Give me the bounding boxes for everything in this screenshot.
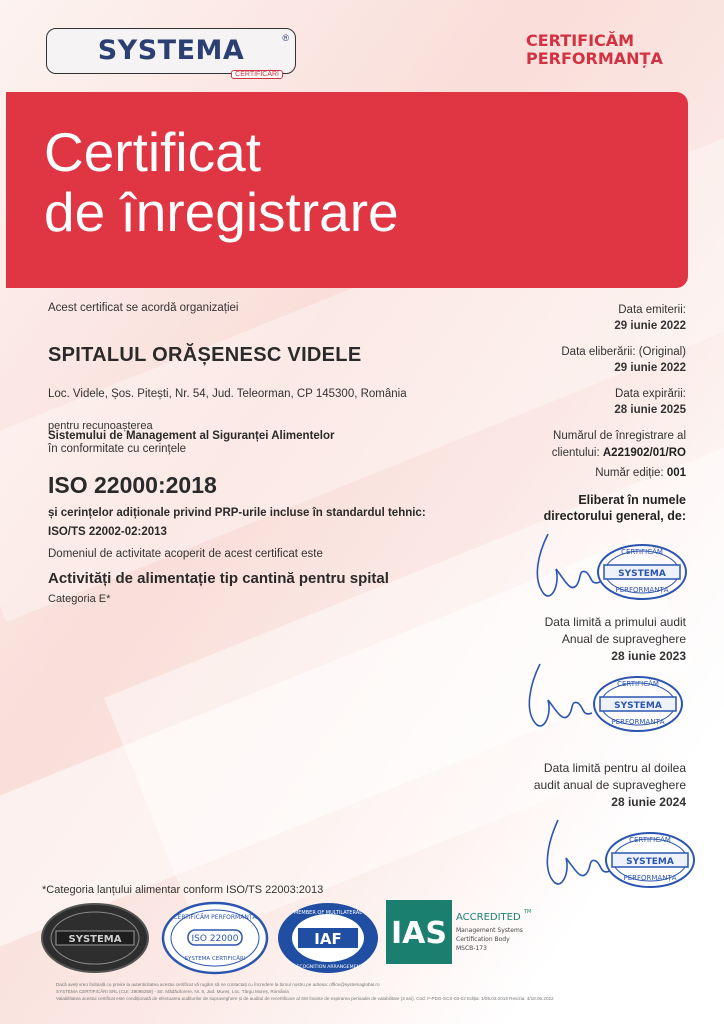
issue-date-label: Data emiterii: [618, 304, 686, 316]
audit2-block [534, 760, 686, 811]
release-date-block [561, 344, 686, 376]
stamp-bottom-text: PERFORMANȚA [623, 874, 677, 882]
audit1-line2: Anual de supraveghere [561, 632, 686, 646]
iso-ring-text: CERTIFICĂM PERFORMANȚA [173, 914, 257, 921]
tagline-line2: PERFORMANȚA [526, 49, 663, 68]
registration-line [552, 445, 686, 462]
signature-icon [537, 534, 600, 596]
issue-date: 29 iunie 2022 [614, 320, 686, 332]
expiry-date-block [614, 386, 686, 418]
release-date-label: Data eliberării: (Original) [561, 346, 686, 358]
logo-subtitle: CERTIFICĂRI [231, 70, 283, 79]
iso-bottom-text: SYSTEMA CERTIFICĂRI [184, 956, 246, 962]
stamp-top-text: CERTIFICĂM [621, 548, 663, 556]
issue-date-block [614, 302, 686, 334]
management-system: Sistemului de Management al Siguranței Alimentelor [48, 430, 335, 442]
iaf-center-text: IAF [314, 930, 342, 948]
fine-print-line2: SYSTEMA CERTIFICĂRI SRL (CUI: 39095259) - Str. Mădăcilorere, Nr. 8, Jud. Mureș, Loc. Târgu Mureș, România [56, 989, 289, 994]
fine-print-line1: Dacă aveți vreo îndoială cu privire la autenticitatea acestui certificat vă rugăm să ne contactați cu încredere la biroul nostru pe adresa: office@systemaglobal.ro [56, 982, 380, 987]
stamp-top-text: CERTIFICĂM [617, 680, 659, 688]
iaf-bottom-text: RECOGNITION ARRANGEMENT [293, 965, 363, 970]
organization-name: SPITALUL ORĂȘENESC VIDELE [48, 344, 362, 366]
iso-center-text: ISO 22000 [191, 934, 239, 944]
edition-line [552, 465, 686, 482]
scope-activity: Activități de alimentație tip cantină pentru spital [48, 570, 389, 587]
standard-title: ISO 22000:2018 [48, 472, 217, 498]
iaf-ring-text: MEMBER OF MULTILATERAL [293, 910, 363, 916]
iaf-badge-icon [276, 900, 380, 976]
stamp-top-text: CERTIFICĂM [629, 836, 671, 844]
systema-logo [46, 28, 296, 78]
ias-tm: TM [524, 909, 532, 915]
ias-logo-text: IAS [391, 916, 447, 951]
registration-block [552, 428, 686, 482]
registration-label-2: clientului: [551, 447, 600, 459]
logo-text: SYSTEMA [97, 35, 245, 66]
recognition-intro: pentru recunoașterea [48, 420, 153, 432]
scope-intro: Domeniul de activitate acoperit de acest certificat este [48, 548, 323, 560]
issued-by-block [544, 492, 686, 524]
edition-label: Număr ediție: [595, 467, 664, 479]
title-line1: Certificat [44, 121, 261, 183]
stamp-middle-text: SYSTEMA [626, 857, 674, 867]
tagline [526, 32, 663, 68]
footnote: *Categoria lanțului alimentar conform ISO/TS 22003:2013 [42, 884, 324, 896]
signature-stamp-2 [520, 656, 690, 741]
ias-line1: Management Systems [456, 927, 523, 934]
signature-icon [547, 820, 610, 884]
ias-accredited-icon [386, 898, 536, 968]
expiry-date-label: Data expirării: [615, 388, 686, 400]
stamp-bottom-text: PERFORMANȚA [615, 586, 669, 594]
registration-label: Numărul de înregistrare al [553, 430, 686, 442]
title-banner [6, 92, 688, 288]
iso-22000-badge-icon [160, 900, 270, 976]
edition-number: 001 [666, 467, 686, 479]
conformity-text: în conformitate cu cerințele [48, 443, 187, 455]
fine-print-line3: Valabilitatea acestui certificat este condiționată de efectuarea auditurilor de supraveghere și de auditul de recertificare al SM înainte de expirarea perioadei de valabilitate (3 ani). Cod: F-PDG-SCS-03-02 Ediția: 1/05.03.2018 Revizia: 4/18.05.2022 [56, 996, 554, 1001]
issued-by-line2: directorului general, de: [543, 509, 686, 523]
ias-line3: MSCB-173 [456, 945, 487, 952]
organization-address: Loc. Videle, Șos. Pitești, Nr. 54, Jud. Teleorman, CP 145300, România [48, 388, 407, 400]
standard-requirements: și cerințelor adiționale privind PRP-urile incluse în standardul tehnic: [48, 507, 426, 519]
audit1-line1: Data limită a primului audit [544, 615, 686, 629]
systema-seal-icon [40, 902, 150, 974]
signature-stamp-3 [540, 814, 700, 899]
ias-accredited-text: ACCREDITED [456, 912, 521, 923]
audit2-line1: Data limită pentru al doilea [543, 761, 686, 775]
stamp-middle-text: SYSTEMA [614, 701, 662, 711]
tagline-line1: CERTIFICĂM [526, 31, 635, 50]
title-line2: de înregistrare [44, 181, 399, 243]
signature-stamp-1 [530, 524, 690, 609]
expiry-date: 28 iunie 2025 [614, 404, 686, 416]
registered-mark: ® [282, 33, 289, 43]
seal-text: SYSTEMA [68, 934, 122, 945]
audit1-date: 28 iunie 2023 [611, 649, 686, 663]
scope-category: Categoria E* [48, 593, 111, 605]
stamp-middle-text: SYSTEMA [618, 569, 666, 579]
audit2-date: 28 iunie 2024 [611, 795, 686, 809]
release-date: 29 iunie 2022 [614, 362, 686, 374]
signature-icon [529, 664, 592, 726]
standard-reference: ISO/TS 22002-02:2013 [48, 526, 167, 538]
organization-intro: Acest certificat se acordă organizației [48, 302, 239, 314]
stamp-bottom-text: PERFORMANȚA [611, 718, 665, 726]
audit2-line2: audit anual de supraveghere [533, 778, 686, 792]
registration-number: A221902/01/RO [602, 447, 686, 459]
certificate-title [44, 122, 399, 242]
issued-by-line1: Eliberat în numele [578, 493, 686, 507]
ias-line2: Certification Body [456, 936, 510, 943]
